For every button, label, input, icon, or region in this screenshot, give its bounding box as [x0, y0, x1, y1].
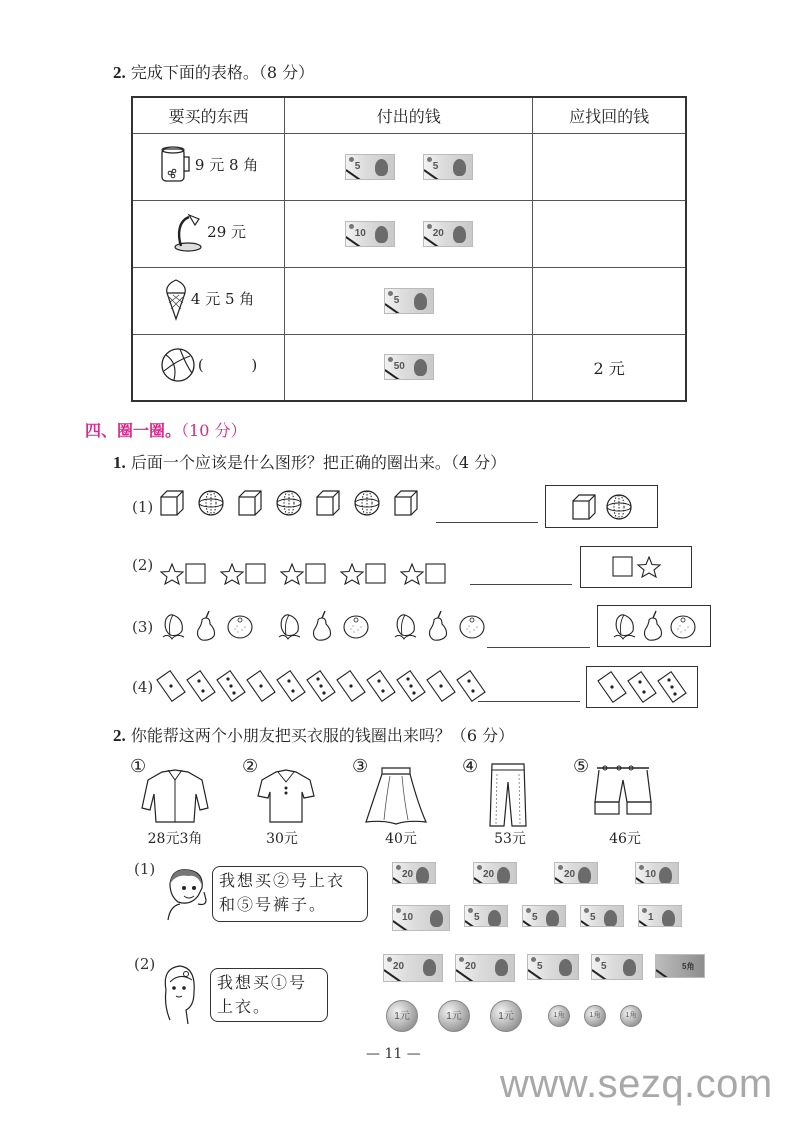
question-number: 2. — [113, 63, 126, 82]
speech-line: 我想买②号上衣 — [219, 871, 346, 890]
question-points: （4 分） — [450, 453, 507, 472]
coin-1-jiao[interactable]: 1角 — [548, 1005, 570, 1027]
banknote-5-yuan: 5 — [345, 154, 395, 180]
paid-cell — [285, 334, 533, 401]
item-cell — [132, 200, 285, 267]
banknote-5-yuan: 5 — [423, 154, 473, 180]
girl-avatar-icon — [160, 962, 200, 1026]
change-answer-cell[interactable] — [533, 133, 686, 200]
banknote-1-yuan[interactable]: 1 — [638, 905, 682, 927]
question-number: 2. — [113, 726, 126, 745]
banknote-5-yuan: 5 — [384, 288, 434, 314]
item-price: 46元 — [609, 831, 641, 847]
trousers-icon — [488, 762, 528, 828]
speech-line: 和⑤号裤子。 — [219, 895, 328, 914]
change-cell: 2 元 — [533, 334, 686, 401]
item-number: ③ — [352, 756, 369, 777]
item-number: ⑤ — [573, 756, 590, 777]
square-icon — [424, 563, 448, 585]
pear-icon — [194, 610, 218, 642]
item-price: 28元3角 — [147, 831, 203, 847]
square-option[interactable] — [611, 556, 635, 578]
banknote-5-yuan[interactable]: 5 — [580, 905, 624, 927]
item-price: 9 元 8 角 — [194, 156, 259, 174]
orange-option[interactable] — [669, 613, 697, 639]
row-label: (4) — [132, 678, 154, 696]
star-icon — [340, 563, 364, 585]
s4-question-2-title — [113, 723, 514, 746]
ice-cream-icon — [163, 277, 189, 321]
item-price: 29 元 — [207, 223, 247, 241]
domino-2-dot-icon — [186, 670, 216, 702]
change-answer-cell[interactable] — [533, 267, 686, 334]
cube-icon — [316, 490, 340, 516]
section-points: （10 分） — [181, 421, 247, 440]
s4-question-1-title — [113, 450, 506, 473]
money-row-kid1-bottom — [392, 905, 682, 931]
banknote-20-yuan[interactable]: 20 — [473, 862, 517, 884]
domino-1-dot-icon — [336, 670, 366, 702]
pear-icon — [310, 610, 334, 642]
question-text: 后面一个应该是什么图形？把正确的圈出来。 — [130, 453, 451, 472]
money-row-kid1-top — [392, 862, 679, 884]
cube-icon — [160, 490, 184, 516]
header-paid: 付出的钱 — [285, 97, 533, 133]
domino-2-dot-icon — [366, 670, 396, 702]
question-points: （8 分） — [258, 63, 315, 82]
banknote-5-yuan[interactable]: 5 — [591, 954, 643, 980]
banknote-50-yuan: 50 — [384, 354, 434, 380]
table-row — [132, 200, 686, 267]
answer-options-box-4 — [586, 666, 698, 708]
paid-cell — [285, 267, 533, 334]
shape-sequence-1 — [160, 490, 418, 516]
row-label: (3) — [132, 618, 154, 636]
item-cell — [132, 334, 285, 401]
table-header-row — [132, 97, 686, 133]
money-row-kid2-notes — [383, 954, 705, 982]
answer-blank-2[interactable] — [470, 584, 572, 585]
section-4-title — [85, 418, 246, 441]
domino-1-dot-icon — [426, 670, 456, 702]
item-cell — [132, 267, 285, 334]
watermark: www.sezq.com — [500, 1062, 773, 1106]
sphere-icon — [198, 490, 224, 516]
answer-blank-1[interactable] — [436, 522, 538, 523]
domino-2-dot-option[interactable] — [627, 671, 657, 703]
boy-avatar-icon — [162, 866, 210, 922]
peach-option[interactable] — [611, 611, 637, 641]
domino-3-dot-icon — [306, 670, 336, 702]
answer-options-box-3 — [597, 605, 711, 647]
domino-1-dot-option[interactable] — [597, 671, 627, 703]
domino-3-dot-option[interactable] — [657, 671, 687, 703]
banknote-20-yuan[interactable]: 20 — [383, 954, 443, 982]
item-cell — [132, 133, 285, 200]
cube-icon — [394, 490, 418, 516]
row-label: (1) — [132, 498, 154, 516]
orange-icon — [458, 613, 486, 639]
item-price: 4 元 5 角 — [190, 290, 255, 308]
banknote-10-yuan[interactable]: 10 — [635, 862, 679, 884]
domino-1-dot-icon — [156, 670, 186, 702]
square-icon — [304, 563, 328, 585]
item-price: 40元 — [385, 831, 417, 847]
header-change: 应找回的钱 — [533, 97, 686, 133]
peach-icon — [392, 611, 418, 641]
desk-lamp-icon — [171, 211, 205, 253]
sphere-option[interactable] — [606, 494, 632, 520]
star-icon — [400, 563, 424, 585]
item-number: ② — [242, 756, 259, 777]
question-text: 你能帮这两个小朋友把买衣服的钱圈出来吗？ — [130, 726, 451, 745]
coin-1-jiao[interactable]: 1角 — [584, 1005, 606, 1027]
banknote-5-yuan[interactable]: 5 — [527, 954, 579, 980]
banknote-20-yuan[interactable]: 20 — [455, 954, 515, 982]
item-price: 53元 — [494, 831, 526, 847]
paid-cell — [285, 133, 533, 200]
speech-bubble-1 — [212, 866, 368, 922]
volleyball-icon — [160, 347, 196, 383]
banknote-20-yuan[interactable]: 20 — [554, 862, 598, 884]
orange-icon — [226, 613, 254, 639]
banknote-20-yuan[interactable]: 20 — [392, 862, 436, 884]
star-icon — [280, 563, 304, 585]
shorts-icon — [591, 762, 655, 818]
speech-line: 上衣。 — [217, 997, 272, 1016]
coin-row-kid2 — [386, 1000, 642, 1032]
table-row — [132, 267, 686, 334]
domino-3-dot-icon — [216, 670, 246, 702]
cube-option[interactable] — [572, 494, 596, 520]
pear-icon — [426, 610, 450, 642]
paid-cell — [285, 200, 533, 267]
shopping-change-table — [131, 96, 687, 402]
header-item: 要买的东西 — [132, 97, 285, 133]
domino-sequence-4 — [156, 670, 486, 702]
peach-icon — [276, 611, 302, 641]
speech-bubble-2 — [210, 968, 328, 1022]
peach-icon — [160, 611, 186, 641]
mug-icon — [159, 145, 193, 185]
polo-shirt-icon — [256, 766, 316, 826]
skirt-icon — [364, 764, 428, 826]
shape-sequence-2 — [160, 563, 448, 585]
answer-options-box-1 — [545, 485, 658, 528]
question-2-title — [113, 60, 314, 83]
star-icon — [220, 563, 244, 585]
banknote-10-yuan[interactable]: 10 — [392, 905, 450, 931]
question-points: （6 分） — [450, 726, 515, 745]
domino-2-dot-icon — [276, 670, 306, 702]
coin-1-yuan[interactable]: 1元 — [438, 1000, 470, 1032]
coin-1-yuan[interactable]: 1元 — [490, 1000, 522, 1032]
square-icon — [184, 563, 208, 585]
question-number: 1. — [113, 453, 126, 472]
cube-icon — [238, 490, 262, 516]
kid-label: (2) — [134, 955, 156, 973]
orange-icon — [342, 613, 370, 639]
jacket-icon — [140, 766, 210, 826]
square-icon — [364, 563, 388, 585]
fruit-sequence-3 — [160, 610, 486, 642]
speech-line: 我想买①号 — [217, 973, 308, 992]
answer-blank-3[interactable] — [487, 647, 590, 648]
section-heading: 四、圈一圈。 — [85, 421, 182, 440]
domino-2-dot-icon — [456, 670, 486, 702]
price-blank-input[interactable]: ( ) — [197, 356, 258, 375]
answer-options-box-2 — [580, 546, 692, 588]
banknote-5-yuan[interactable]: 5 — [464, 905, 508, 927]
table-row — [132, 133, 686, 200]
table-row — [132, 334, 686, 401]
coin-1-yuan[interactable]: 1元 — [386, 1000, 418, 1032]
pear-option[interactable] — [641, 610, 665, 642]
star-option[interactable] — [637, 556, 661, 578]
page-number: — 11 — — [366, 1046, 421, 1062]
coin-1-jiao[interactable]: 1角 — [620, 1005, 642, 1027]
row-label: (2) — [132, 556, 154, 574]
item-price: 30元 — [266, 831, 298, 847]
domino-3-dot-icon — [396, 670, 426, 702]
item-number: ④ — [462, 756, 479, 777]
sphere-icon — [354, 490, 380, 516]
banknote-10-yuan: 10 — [345, 221, 395, 247]
star-icon — [160, 563, 184, 585]
answer-blank-4[interactable] — [478, 701, 580, 702]
sphere-icon — [276, 490, 302, 516]
change-answer-cell[interactable] — [533, 200, 686, 267]
square-icon — [244, 563, 268, 585]
question-text: 完成下面的表格。 — [130, 63, 259, 82]
domino-1-dot-icon — [246, 670, 276, 702]
kid-label: (1) — [134, 860, 156, 878]
banknote-5-jiao[interactable]: 5角 — [655, 954, 705, 978]
banknote-5-yuan[interactable]: 5 — [522, 905, 566, 927]
banknote-20-yuan: 20 — [423, 221, 473, 247]
item-number: ① — [130, 756, 147, 777]
